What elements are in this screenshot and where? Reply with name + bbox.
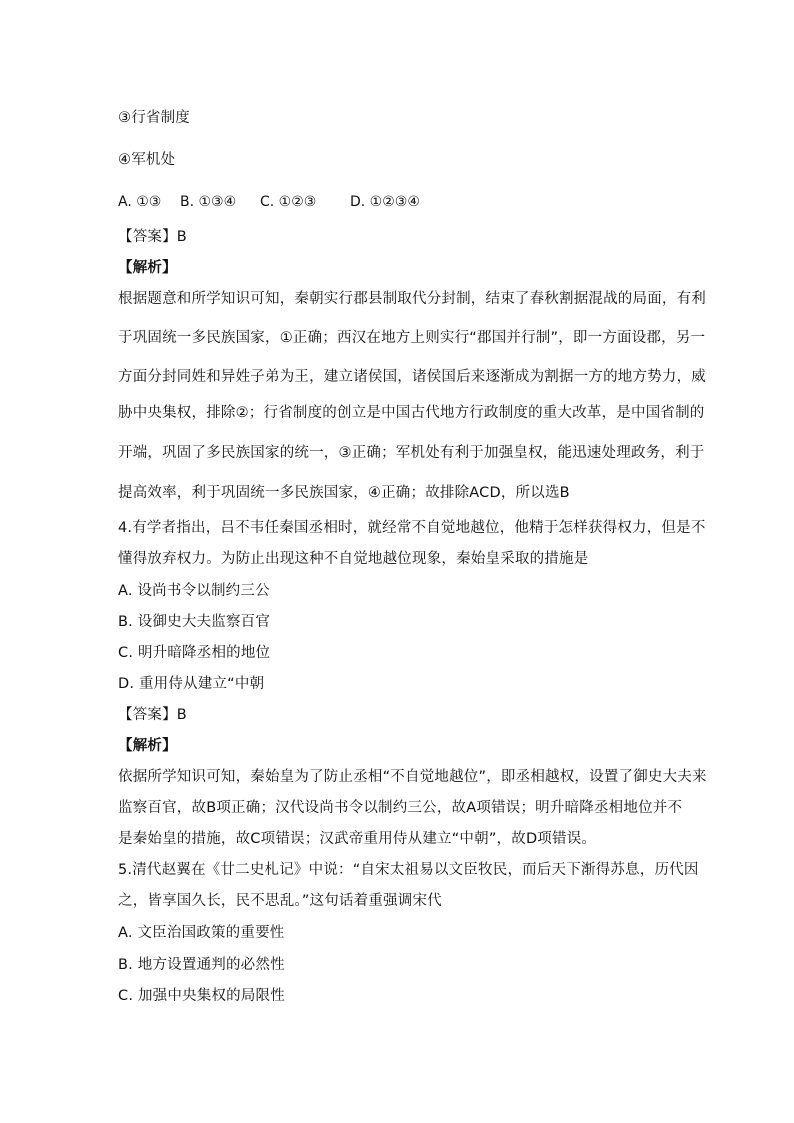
q3-item-4: ④军机处 (118, 152, 176, 168)
q4-option-b: B. 设御史大夫监察百官 (118, 614, 271, 630)
q3-answer: 【答案】B (118, 229, 187, 245)
q3-analysis-line: 开端，巩固了多民族国家的统一，③正确；军机处有利于加强皇权，能迅速处理政务，利于 (118, 445, 705, 461)
q4-option-d: D. 重用侍从建立“中朝 (118, 676, 265, 692)
q3-analysis-line: 提高效率，利于巩固统一多民族国家，④正确；故排除ACD，所以选B (118, 485, 570, 501)
q3-analysis-line: 方面分封同姓和异姓子弟为王，建立诸侯国，诸侯国后来逐渐成为割据一方的地方势力，威 (118, 369, 706, 385)
q3-analysis-line: 于巩固统一多民族国家，①正确；西汉在地方上则实行“郡国并行制”，即一方面设郡，另一 (118, 330, 706, 346)
q4-option-a: A. 设尚书令以制约三公 (118, 583, 270, 599)
q3-analysis-line: 根据题意和所学知识可知，秦朝实行郡县制取代分封制，结束了春秋割据混战的局面，有利 (118, 291, 706, 307)
q5-option-b: B. 地方设置通判的必然性 (118, 957, 285, 973)
q3-option-d: D. ①②③④ (350, 194, 420, 210)
q3-item-3: ③行省制度 (118, 110, 190, 126)
q4-analysis-label: 【解析】 (118, 738, 177, 754)
q4-answer: 【答案】B (118, 707, 187, 723)
q4-analysis-line: 是秦始皇的措施，故C项错误；汉武帝重用侍从建立“中朝”，故D项错误。 (118, 831, 597, 847)
q5-stem-line: 5.清代赵翼在《廿二史札记》中说：“自宋太祖易以文臣牧民，而后天下渐得苏息，历代因 (118, 862, 699, 878)
q4-stem-line: 懂得放弃权力。为防止出现这种不自觉地越位现象，秦始皇采取的措施是 (118, 551, 589, 567)
q4-option-c: C. 明升暗降丞相的地位 (118, 645, 271, 661)
q5-option-c: C. 加强中央集权的局限性 (118, 988, 285, 1004)
q3-analysis-label: 【解析】 (118, 260, 177, 276)
q3-option-b: B. ①③④ (180, 194, 237, 210)
q5-option-a: A. 文臣治国政策的重要性 (118, 925, 285, 941)
q5-stem-line: 之，皆享国久长，民不思乱。”这句话着重强调宋代 (118, 893, 442, 909)
q3-option-a: A. ①③ (118, 194, 162, 210)
q4-analysis-line: 监察百官，故B项正确；汉代设尚书令以制约三公，故A项错误；明升暗降丞相地位并不 (118, 800, 683, 816)
q4-analysis-line: 依据所学知识可知，秦始皇为了防止丞相“不自觉地越位”，即丞相越权，设置了御史大夫来 (118, 769, 707, 785)
q3-option-c: C. ①②③ (260, 194, 317, 210)
q3-analysis-line: 胁中央集权，排除②；行省制度的创立是中国古代地方行政制度的重大改革，是中国省制的 (118, 405, 705, 421)
q4-stem-line: 4.有学者指出，吕不韦任秦国丞相时，就经常不自觉地越位，他精于怎样获得权力，但是不 (118, 520, 706, 536)
